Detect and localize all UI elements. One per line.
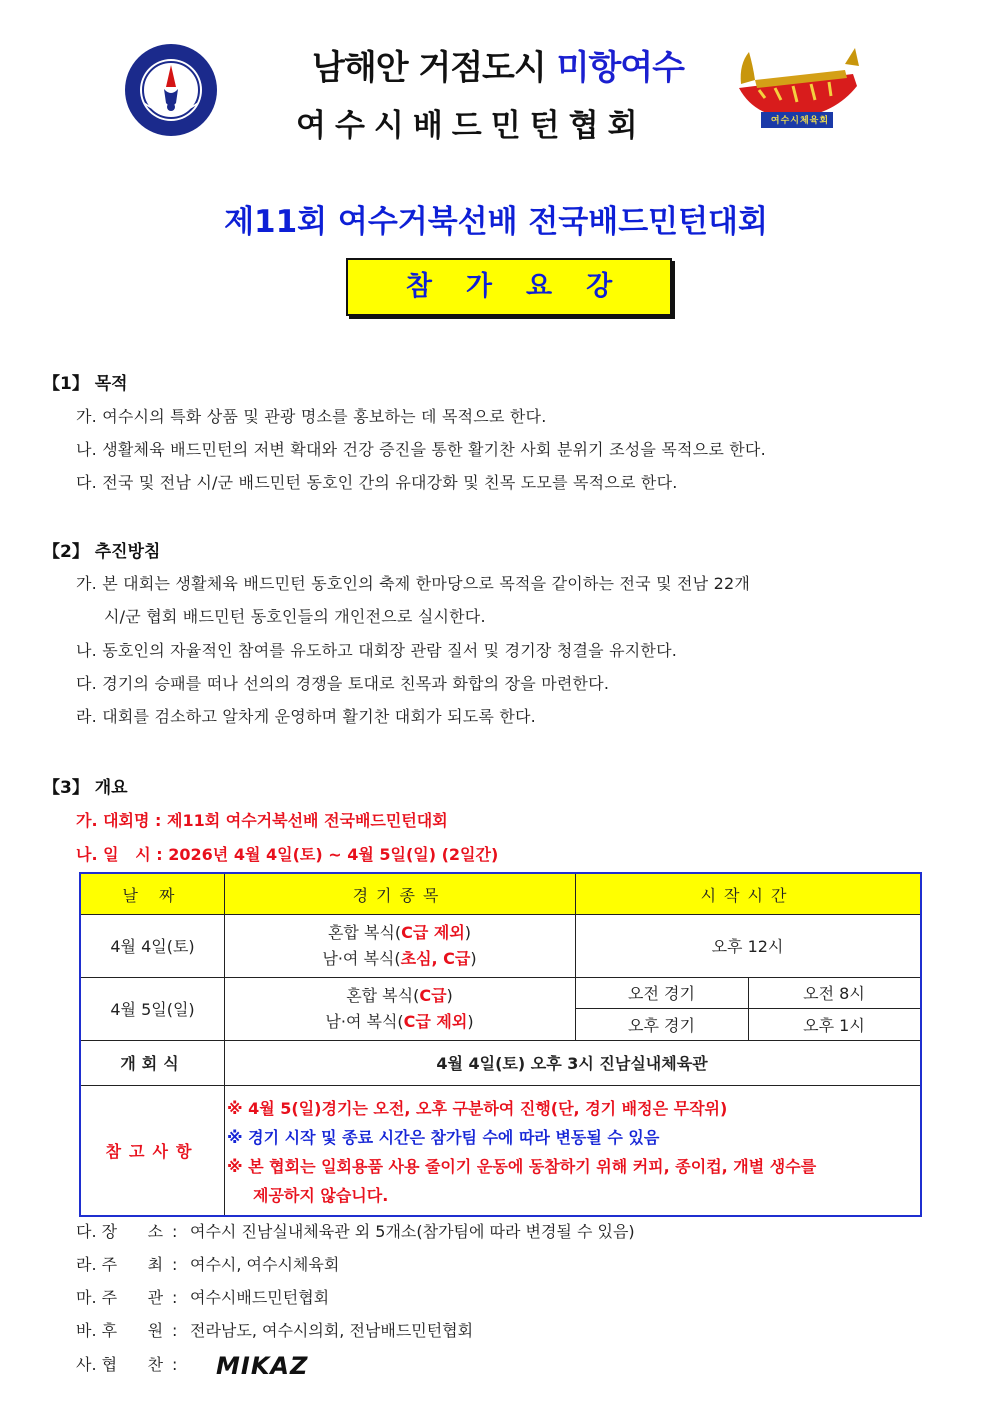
association-name: 여수시배드민턴협회 xyxy=(296,108,647,144)
subtitle: 참가요강 xyxy=(405,271,647,302)
event-name-line: 가. 대회명 : 제11회 여수거북선배 전국배드민턴대회 xyxy=(76,811,448,830)
section-heading-policy: 【2】 추진방침 xyxy=(43,542,161,562)
note-line: 제공하지 않습니다. xyxy=(253,1186,389,1205)
detail-host: 라. 주 최 : 여수시, 여수시체육회 xyxy=(76,1255,340,1274)
detail-sponsor: 바. 후 원 : 전라남도, 여수시의회, 전남배드민턴협회 xyxy=(76,1321,474,1340)
detail-support: 사. 협 찬 : xyxy=(76,1355,178,1374)
subtitle-box xyxy=(346,258,672,316)
day2-am-label: 오전 경기 xyxy=(628,984,695,1003)
purpose-line: 가. 여수시의 특화 상품 및 관광 명소를 홍보하는 데 목적으로 한다. xyxy=(76,407,547,426)
day2-am-time: 오전 8시 xyxy=(803,984,865,1003)
slogan-highlight: 미항여수 xyxy=(556,48,684,88)
note-line: ※ 본 협회는 일회용품 사용 줄이기 운동에 동참하기 위해 커피, 종이컵, 개별 생수를 xyxy=(227,1157,817,1176)
policy-line: 라. 대회를 검소하고 알차게 운영하며 활기찬 대회가 되도록 한다. xyxy=(76,707,536,726)
policy-line: 가. 본 대회는 생활체육 배드민턴 동호인의 축제 한마당으로 목적을 같이하는 전국 및 전남 22개 xyxy=(76,574,751,593)
section-heading-purpose: 【1】 목적 xyxy=(43,374,128,394)
header-events: 경기종목 xyxy=(224,874,575,914)
notes-label: 참고사항 xyxy=(105,1141,200,1161)
day2-date: 4월 5일(일) xyxy=(110,1000,195,1019)
detail-venue: 다. 장 소 : 여수시 진남실내체육관 외 5개소(참가팀에 따라 변경될 수 있음) xyxy=(76,1222,635,1241)
opening-label: 개회식 xyxy=(120,1054,185,1073)
city-slogan xyxy=(312,40,684,89)
badminton-association-emblem xyxy=(124,43,218,137)
day1-event-mixed: 혼합 복식(C급 제외) xyxy=(327,922,472,942)
day2-event-gender: 남·여 복식(C급 제외) xyxy=(325,1011,474,1031)
day1-start-time: 오후 12시 xyxy=(711,937,784,956)
policy-line: 시/군 협회 배드민턴 동호인들의 개인전으로 실시한다. xyxy=(104,607,486,626)
note-line: ※ 경기 시작 및 종료 시간은 참가팀 수에 따라 변동될 수 있음 xyxy=(227,1128,660,1147)
purpose-line: 나. 생활체육 배드민턴의 저변 확대와 건강 증진을 통한 활기찬 사회 분위기 조성을 목적으로 한다. xyxy=(76,440,766,459)
mikaz-logo: MIKAZ xyxy=(216,1352,309,1380)
day1-date: 4월 4일(토) xyxy=(110,937,195,956)
day2-events xyxy=(224,977,575,1040)
day1-events xyxy=(224,914,575,977)
section-heading-overview: 【3】 개요 xyxy=(43,778,128,798)
header-date: 날 짜 xyxy=(81,874,224,914)
day2-pm-time: 오후 1시 xyxy=(803,1015,865,1035)
schedule-table xyxy=(79,872,922,1217)
detail-organizer: 마. 주 관 : 여수시배드민턴협회 xyxy=(76,1288,330,1307)
day2-event-mixed: 혼합 복식(C급) xyxy=(346,985,453,1005)
day2-pm-label: 오후 경기 xyxy=(628,1015,695,1035)
policy-line: 나. 동호인의 자율적인 참여를 유도하고 대회장 관람 질서 및 경기장 청결을 유지한다. xyxy=(76,641,678,660)
opening-value: 4월 4일(토) 오후 3시 진남실내체육관 xyxy=(436,1054,708,1073)
slogan-text: 남해안 거점도시 xyxy=(312,48,557,88)
header-start-time: 시작시간 xyxy=(575,874,920,914)
event-date-line: 나. 일 시 : 2026년 4월 4일(토) ~ 4월 5일(일) (2일간) xyxy=(76,845,499,864)
seal-caption: 여수시체육회 xyxy=(770,116,830,126)
day1-event-gender: 남·여 복식(초심, C급) xyxy=(322,948,477,968)
purpose-line: 다. 전국 및 전남 시/군 배드민턴 동호인 간의 유대강화 및 친목 도모를 목적으로 한다. xyxy=(76,473,678,492)
policy-line: 다. 경기의 승패를 떠나 선의의 경쟁을 토대로 친목과 화합의 장을 마련한다. xyxy=(76,674,610,693)
page-title: 제11회 여수거북선배 전국배드민턴대회 xyxy=(224,204,768,240)
note-line: ※ 4월 5(일)경기는 오전, 오후 구분하여 진행(단, 경기 배정은 무작위) xyxy=(227,1099,728,1118)
